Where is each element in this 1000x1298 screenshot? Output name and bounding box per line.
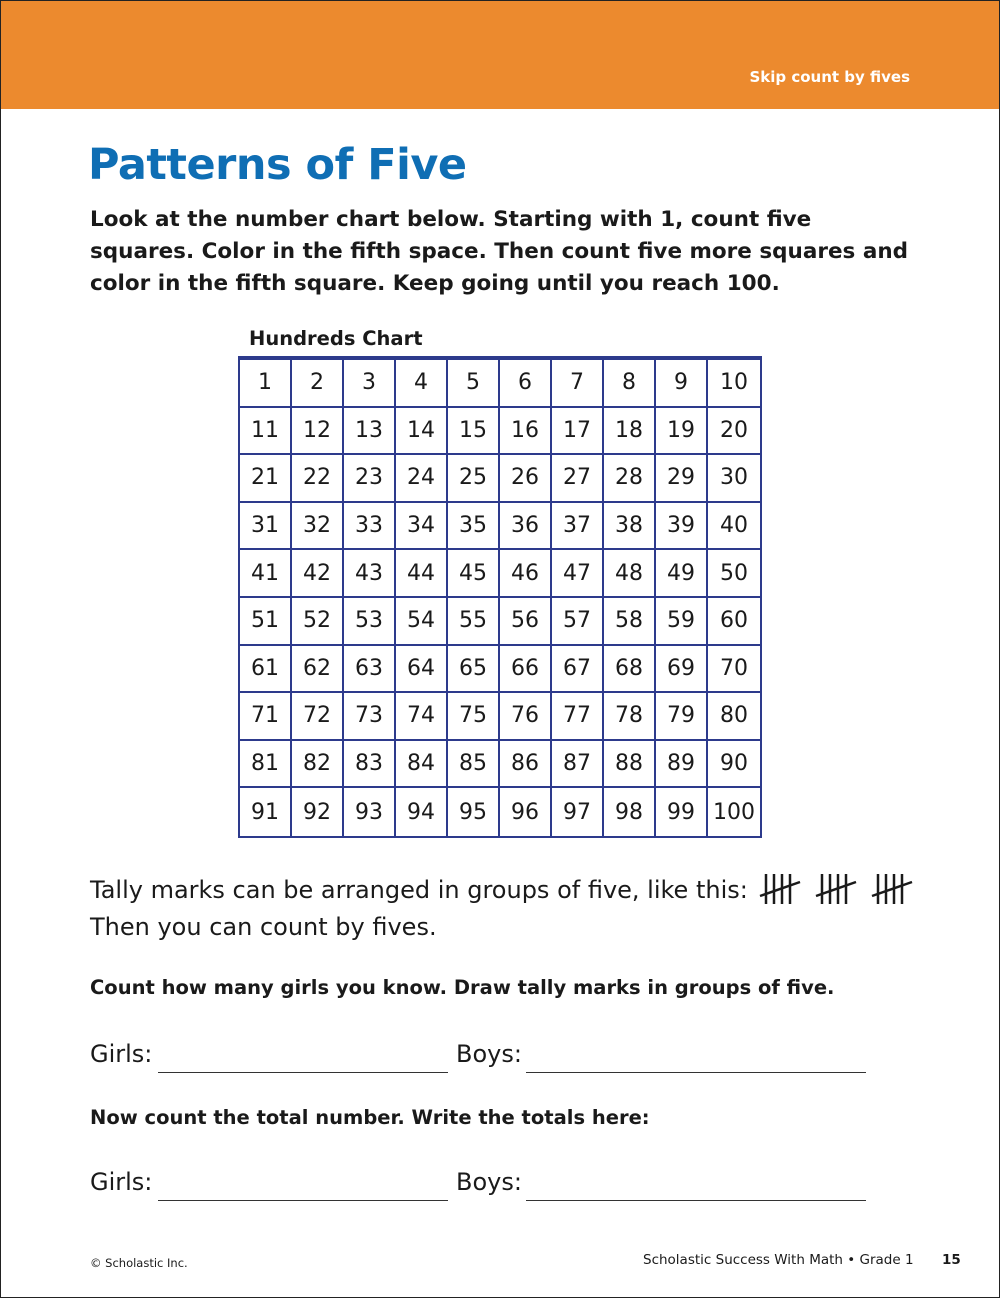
chart-cell[interactable]: 38 (604, 503, 656, 551)
chart-cell[interactable]: 72 (292, 693, 344, 741)
chart-cell[interactable]: 32 (292, 503, 344, 551)
chart-cell[interactable]: 80 (708, 693, 760, 741)
chart-cell[interactable]: 52 (292, 598, 344, 646)
chart-cell[interactable]: 78 (604, 693, 656, 741)
question-totals: Now count the total number. Write the totals here: (90, 1106, 650, 1129)
tally-line-1: Tally marks can be arranged in groups of five, like this: (90, 876, 748, 904)
chart-cell[interactable]: 46 (500, 550, 552, 598)
chart-cell[interactable]: 29 (656, 455, 708, 503)
chart-cell[interactable]: 56 (500, 598, 552, 646)
boys-total-line[interactable] (526, 1200, 866, 1201)
chart-cell[interactable]: 55 (448, 598, 500, 646)
boys-total-label: Boys: (456, 1168, 522, 1196)
chart-cell[interactable]: 19 (656, 408, 708, 456)
chart-cell[interactable]: 10 (708, 360, 760, 408)
chart-cell[interactable]: 100 (713, 799, 755, 825)
answer-row-totals (90, 1168, 890, 1208)
chart-cell[interactable]: 25 (448, 455, 500, 503)
chart-cell[interactable]: 2 (292, 360, 344, 408)
chart-cell[interactable]: 12 (292, 408, 344, 456)
chart-cell[interactable]: 86 (500, 741, 552, 789)
chart-cell[interactable]: 59 (656, 598, 708, 646)
chart-cell[interactable]: 45 (448, 550, 500, 598)
chart-cell[interactable]: 1 (240, 360, 292, 408)
chart-cell[interactable]: 31 (240, 503, 292, 551)
chart-cell[interactable]: 6 (500, 360, 552, 408)
chart-cell[interactable]: 73 (344, 693, 396, 741)
chart-cell[interactable]: 65 (448, 646, 500, 694)
chart-cell[interactable]: 54 (396, 598, 448, 646)
chart-cell[interactable]: 58 (604, 598, 656, 646)
chart-cell[interactable]: 57 (552, 598, 604, 646)
header-band (1, 1, 999, 109)
chart-cell[interactable]: 11 (240, 408, 292, 456)
tally-line-2: Then you can count by fives. (90, 913, 437, 941)
chart-cell[interactable]: 7 (552, 360, 604, 408)
chart-title: Hundreds Chart (249, 327, 423, 350)
chart-cell[interactable]: 94 (396, 788, 448, 836)
answer-row-tally (90, 1040, 890, 1080)
chart-cell[interactable]: 21 (240, 455, 292, 503)
chart-cell[interactable]: 28 (604, 455, 656, 503)
hundreds-chart-grid (238, 356, 762, 838)
chart-cell[interactable]: 68 (604, 646, 656, 694)
chart-cell[interactable]: 23 (344, 455, 396, 503)
topic-label: Skip count by fives (749, 68, 910, 86)
chart-cell[interactable]: 82 (292, 741, 344, 789)
chart-cell[interactable]: 13 (344, 408, 396, 456)
page-title: Patterns of Five (88, 140, 467, 190)
chart-cell[interactable]: 33 (344, 503, 396, 551)
tally-group (816, 874, 856, 904)
chart-cell[interactable]: 15 (448, 408, 500, 456)
chart-cell[interactable]: 53 (344, 598, 396, 646)
chart-cell[interactable]: 26 (500, 455, 552, 503)
chart-cell[interactable]: 36 (500, 503, 552, 551)
chart-cell[interactable]: 97 (552, 788, 604, 836)
chart-cell[interactable]: 40 (708, 503, 760, 551)
chart-cell[interactable]: 88 (604, 741, 656, 789)
chart-cell[interactable]: 49 (656, 550, 708, 598)
chart-cell[interactable]: 18 (604, 408, 656, 456)
chart-cell[interactable]: 63 (344, 646, 396, 694)
girls-tally-line[interactable] (158, 1072, 448, 1073)
chart-cell[interactable]: 47 (552, 550, 604, 598)
chart-cell[interactable]: 41 (240, 550, 292, 598)
chart-cell[interactable]: 77 (552, 693, 604, 741)
chart-cell[interactable]: 48 (604, 550, 656, 598)
chart-cell[interactable]: 34 (396, 503, 448, 551)
boys-label: Boys: (456, 1040, 522, 1068)
chart-cell[interactable]: 44 (396, 550, 448, 598)
page-number: 15 (942, 1252, 961, 1268)
chart-cell[interactable]: 75 (448, 693, 500, 741)
chart-cell[interactable]: 51 (240, 598, 292, 646)
chart-cell[interactable]: 35 (448, 503, 500, 551)
chart-cell[interactable]: 91 (240, 788, 292, 836)
chart-cell[interactable]: 69 (656, 646, 708, 694)
question-count-girls: Count how many girls you know. Draw tally marks in groups of five. (90, 976, 835, 999)
chart-cell[interactable]: 43 (344, 550, 396, 598)
chart-cell[interactable]: 99 (656, 788, 708, 836)
chart-cell[interactable]: 95 (448, 788, 500, 836)
chart-cell[interactable]: 4 (396, 360, 448, 408)
chart-cell[interactable]: 9 (656, 360, 708, 408)
girls-total-line[interactable] (158, 1200, 448, 1201)
chart-cell[interactable]: 37 (552, 503, 604, 551)
tally-marks-example (756, 870, 920, 910)
boys-tally-line[interactable] (526, 1072, 866, 1073)
chart-cell[interactable]: 98 (604, 788, 656, 836)
chart-cell[interactable]: 24 (396, 455, 448, 503)
chart-cell[interactable]: 66 (500, 646, 552, 694)
chart-cell[interactable]: 16 (500, 408, 552, 456)
chart-cell[interactable]: 89 (656, 741, 708, 789)
chart-cell[interactable]: 92 (292, 788, 344, 836)
chart-cell[interactable]: 96 (500, 788, 552, 836)
tally-group (760, 874, 800, 904)
book-title: Scholastic Success With Math • Grade 1 (643, 1252, 914, 1268)
chart-cell[interactable]: 93 (344, 788, 396, 836)
chart-cell[interactable]: 76 (500, 693, 552, 741)
chart-cell[interactable]: 60 (708, 598, 760, 646)
chart-cell[interactable]: 17 (552, 408, 604, 456)
chart-cell[interactable]: 50 (708, 550, 760, 598)
girls-label: Girls: (90, 1040, 153, 1068)
tally-group (872, 874, 912, 904)
chart-cell[interactable]: 27 (552, 455, 604, 503)
chart-cell[interactable]: 22 (292, 455, 344, 503)
chart-cell[interactable]: 62 (292, 646, 344, 694)
chart-cell[interactable]: 87 (552, 741, 604, 789)
chart-cell[interactable]: 14 (396, 408, 448, 456)
chart-cell[interactable]: 71 (240, 693, 292, 741)
copyright: © Scholastic Inc. (90, 1256, 188, 1270)
chart-cell[interactable]: 20 (708, 408, 760, 456)
chart-cell[interactable]: 61 (240, 646, 292, 694)
chart-cell[interactable]: 8 (604, 360, 656, 408)
chart-cell[interactable]: 84 (396, 741, 448, 789)
chart-cell[interactable]: 30 (708, 455, 760, 503)
chart-cell[interactable]: 39 (656, 503, 708, 551)
chart-cell[interactable]: 74 (396, 693, 448, 741)
chart-cell[interactable]: 79 (656, 693, 708, 741)
instructions: Look at the number chart below. Starting with 1, count five squares. Color in the fifth space. Then count five more squares and color in the fifth square. Keep going until you reach 100. (90, 207, 909, 296)
chart-cell[interactable]: 90 (708, 741, 760, 789)
chart-cell[interactable]: 3 (344, 360, 396, 408)
chart-cell[interactable]: 64 (396, 646, 448, 694)
chart-cell[interactable]: 83 (344, 741, 396, 789)
chart-cell[interactable]: 70 (708, 646, 760, 694)
chart-cell[interactable]: 85 (448, 741, 500, 789)
chart-cell[interactable]: 5 (448, 360, 500, 408)
girls-total-label: Girls: (90, 1168, 153, 1196)
chart-cell[interactable]: 81 (240, 741, 292, 789)
chart-cell[interactable]: 67 (552, 646, 604, 694)
chart-cell[interactable]: 42 (292, 550, 344, 598)
